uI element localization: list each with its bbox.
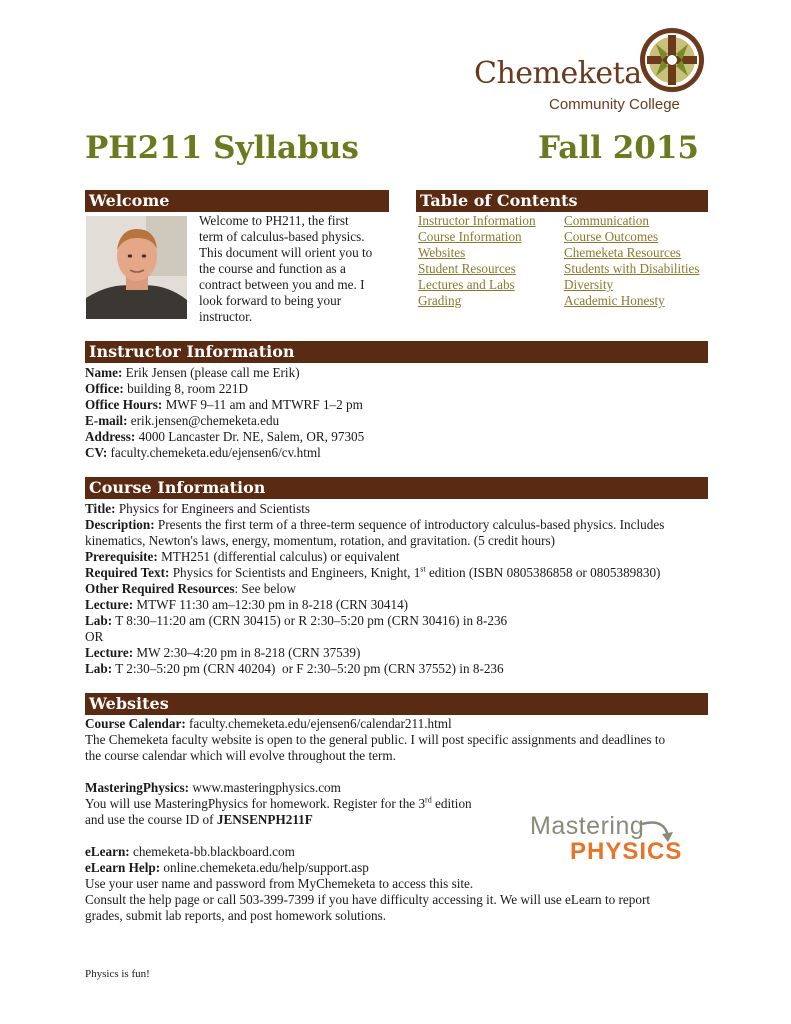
toc-link-student-resources[interactable]: Student Resources	[418, 261, 516, 276]
course-prerequisite: Prerequisite: MTH251 (differential calculus) or equivalent	[85, 549, 400, 564]
instructor-office: Office: building 8, room 221D	[85, 381, 248, 396]
toc-heading: Table of Contents	[416, 190, 708, 212]
course-title: Title: Physics for Engineers and Scientists	[85, 501, 311, 516]
toc-column-1	[418, 213, 563, 309]
toc-link-diversity[interactable]: Diversity	[564, 277, 614, 292]
instructor-heading: Instructor Information	[85, 341, 708, 363]
toc-link-instructor[interactable]: Instructor Information	[418, 213, 536, 228]
chemeketa-logo	[474, 26, 714, 118]
logo-subtitle: Community College	[549, 96, 680, 113]
mastering-physics: MasteringPhysics: www.masteringphysics.com	[85, 780, 341, 795]
term-title: Fall 2015	[537, 130, 699, 166]
course-heading: Course Information	[85, 477, 708, 499]
elearn-desc-3: grades, submit lab reports, and post homework solutions.	[85, 908, 387, 923]
course-required-text: Required Text: Physics for Scientists and Engineers, Knight, 1st edition (ISBN 0805386858 or 0805389830)	[85, 564, 661, 580]
toc-link-academic-honesty[interactable]: Academic Honesty	[564, 293, 665, 308]
elearn: eLearn: chemeketa-bb.blackboard.com	[85, 844, 295, 859]
welcome-text	[199, 213, 389, 325]
logo-name: Chemeketa	[474, 56, 642, 91]
toc-link-outcomes[interactable]: Course Outcomes	[564, 229, 659, 244]
instructor-address: Address: 4000 Lancaster Dr. NE, Salem, OR, 97305	[85, 429, 365, 444]
welcome-line: This document will orient you to	[199, 245, 373, 260]
instructor-photo	[86, 216, 187, 319]
toc-link-grading[interactable]: Grading	[418, 293, 462, 308]
websites-heading: Websites	[85, 693, 708, 715]
toc-link-course[interactable]: Course Information	[418, 229, 522, 244]
mastering-logo-line1: Mastering	[530, 812, 645, 840]
mastering-desc-2: and use the course ID of JENSENPH211F	[85, 812, 313, 827]
welcome-line: Welcome to PH211, the first	[199, 213, 349, 228]
course-or: OR	[85, 629, 104, 644]
course-lab-2: Lab: T 2:30–5:20 pm (CRN 40204) or F 2:30–5:20 pm (CRN 37552) in 8-236	[85, 661, 504, 676]
welcome-line: instructor.	[199, 309, 253, 324]
calendar-desc-1: The Chemeketa faculty website is open to the general public. I will post specific assignments and deadlines to	[85, 732, 666, 747]
mastering-desc-1: You will use MasteringPhysics for homework. Register for the 3rd edition	[85, 795, 472, 811]
instructor-email: E-mail: erik.jensen@chemeketa.edu	[85, 413, 280, 428]
elearn-help: eLearn Help: online.chemeketa.edu/help/support.asp	[85, 860, 369, 875]
instructor-info	[85, 365, 708, 461]
calendar-desc-2: the course calendar which will evolve throughout the term.	[85, 748, 396, 763]
course-calendar: Course Calendar: faculty.chemeketa.edu/ejensen6/calendar211.html	[85, 716, 452, 731]
toc-link-disabilities[interactable]: Students with Disabilities	[564, 261, 700, 276]
elearn-desc-2: Consult the help page or call 503-399-7399 if you have difficulty accessing it. We will use eLearn to report	[85, 892, 650, 907]
course-info	[85, 501, 708, 677]
mastering-logo-line2: PHYSICS	[570, 838, 683, 865]
toc-column-2	[564, 213, 714, 309]
welcome-line: term of calculus-based physics.	[199, 229, 365, 244]
mastering-physics-logo	[528, 810, 688, 870]
page-title: PH211 Syllabus	[85, 130, 359, 166]
course-lecture-1: Lecture: MTWF 11:30 am–12:30 pm in 8-218 (CRN 30414)	[85, 597, 409, 612]
welcome-line: look forward to being your	[199, 293, 342, 308]
course-lecture-2: Lecture: MW 2:30–4:20 pm in 8-218 (CRN 37539)	[85, 645, 361, 660]
welcome-heading: Welcome	[85, 190, 389, 212]
course-description-cont: kinematics, Newton's laws, energy, momentum, rotation, and gravitation. (5 credit hours)	[85, 533, 556, 548]
course-other-resources: Other Required Resources: See below	[85, 581, 296, 596]
course-lab-1: Lab: T 8:30–11:20 am (CRN 30415) or R 2:30–5:20 pm (CRN 30416) in 8-236	[85, 613, 508, 628]
toc-link-websites[interactable]: Websites	[418, 245, 466, 260]
toc-link-chemeketa-resources[interactable]: Chemeketa Resources	[564, 245, 681, 260]
instructor-cv: CV: faculty.chemeketa.edu/ejensen6/cv.html	[85, 445, 321, 460]
toc-link-communication[interactable]: Communication	[564, 213, 649, 228]
instructor-hours: Office Hours: MWF 9–11 am and MTWRF 1–2 pm	[85, 397, 363, 412]
chemeketa-emblem-icon	[638, 26, 706, 94]
course-description: Description: Presents the first term of a three-term sequence of introductory calculus-based physics. Includes	[85, 517, 665, 532]
footer-text: Physics is fun!	[85, 968, 150, 980]
elearn-desc-1: Use your user name and password from MyChemeketa to access this site.	[85, 876, 474, 891]
welcome-line: the course and function as a	[199, 261, 346, 276]
welcome-line: contract between you and me. I	[199, 277, 365, 292]
toc-link-lectures-labs[interactable]: Lectures and Labs	[418, 277, 515, 292]
instructor-name: Name: Erik Jensen (please call me Erik)	[85, 365, 300, 380]
